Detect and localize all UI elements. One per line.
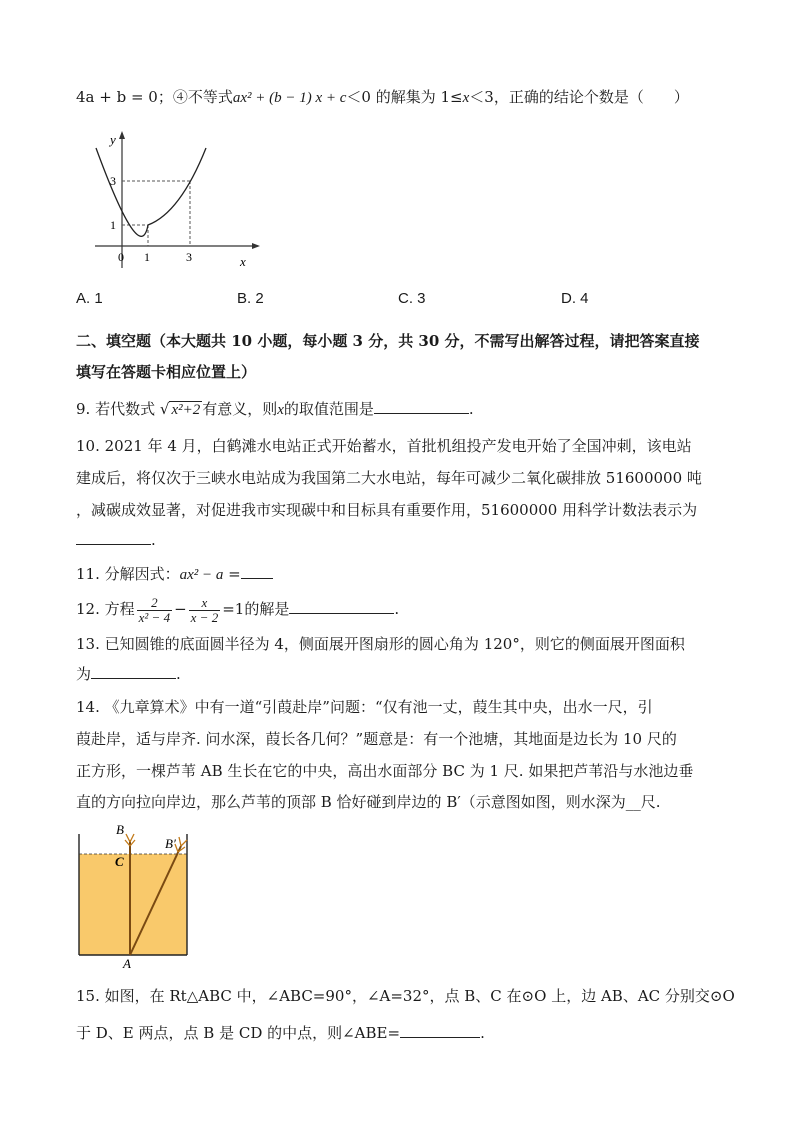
q9-end: . — [468, 400, 474, 418]
q8-part3: ＜3，正确的结论个数是（ ） — [469, 88, 689, 106]
label-b-prime: B′ — [165, 836, 176, 851]
q9-sqrt: √ x²+2 — [159, 400, 201, 418]
q8-part2: ＜0 的解集为 1≤ — [346, 88, 463, 106]
label-c: C — [115, 854, 124, 869]
q10-line3: ，减碳成效显著，对促进我市实现碳中和目标具有重要作用，51600000 用科学计数法表示为 — [76, 501, 698, 519]
option-d[interactable]: D. 4 — [561, 290, 589, 307]
origin-label: 0 — [118, 250, 124, 264]
q11-expr: ax² − a — [179, 567, 224, 583]
q9-line — [76, 399, 474, 420]
q15-end: . — [480, 1024, 485, 1042]
q14-line2: 葭赴岸，适与岸齐. 问水深，葭长各几何？”题意是：有一个池塘，其地面是边长为 10 尺的 — [76, 730, 677, 748]
q9-answer-blank[interactable] — [374, 399, 469, 414]
y-tick-3: 3 — [110, 174, 116, 188]
q12-pre: 12. 方程 — [76, 600, 135, 618]
q12-line — [76, 592, 399, 626]
q10-end: . — [151, 531, 156, 549]
q15-line1: 15. 如图，在 Rt△ABC 中，∠ABC=90°，∠A=32°，点 B、C 在⊙O 上，边 AB、AC 分别交⊙O — [76, 987, 735, 1005]
q11-pre: 11. 分解因式： — [76, 565, 180, 583]
section2-heading-line1: 二、填空题（本大题共 10 小题，每小题 3 分，共 30 分，不需写出解答过程，请把答案直接 — [76, 332, 700, 350]
label-a: A — [123, 956, 131, 970]
q10-line4 — [76, 530, 156, 550]
y-label: y — [110, 132, 116, 147]
q12-end: . — [394, 600, 400, 618]
q13-line2-text: 为 — [76, 665, 92, 683]
q14-line1: 14. 《九章算术》中有一道“引葭赴岸”问题：“仅有池一丈，葭生其中央，出水一尺，引 — [76, 698, 653, 716]
q13-end: . — [176, 665, 181, 683]
q15-line2 — [76, 1023, 485, 1043]
q12-minus: − — [174, 600, 187, 618]
reed-tip-bprime-icon — [175, 837, 187, 852]
x-label: x — [240, 254, 246, 269]
q10-line2: 建成后，将仅次于三峡水电站成为我国第二大水电站，每年可减少二氧化碳排放 51600000 吨 — [76, 469, 702, 487]
q14-line3: 正方形，一棵芦苇 AB 生长在它的中央，高出水面部分 BC 为 1 尺. 如果把芦苇沿与水池边垂 — [76, 762, 694, 780]
option-a[interactable]: A. 1 — [76, 290, 103, 307]
x-tick-1: 1 — [144, 250, 150, 264]
q13-line2 — [76, 664, 181, 684]
y-tick-1: 1 — [110, 218, 116, 232]
label-b: B — [116, 822, 124, 837]
q15-line2-text: 于 D、E 两点，点 B 是 CD 的中点，则∠ABE= — [76, 1024, 401, 1042]
pond-diagram — [68, 820, 198, 970]
y-axis-arrow — [119, 131, 125, 139]
q8-expr: ax² + (b − 1) x + c — [232, 90, 347, 106]
option-b[interactable]: B. 2 — [237, 290, 264, 307]
q11-answer-blank[interactable] — [241, 564, 273, 579]
q10-answer-blank[interactable] — [76, 530, 151, 545]
x-axis-arrow — [252, 243, 260, 249]
q9-post: 的取值范围是 — [283, 400, 374, 418]
q12-answer-blank[interactable] — [289, 599, 394, 614]
q8-part1: 4a + b = 0；④不等式 — [76, 88, 233, 106]
parabola-graph — [80, 128, 280, 273]
q9-var: x — [277, 402, 284, 418]
x-tick-3: 3 — [186, 250, 192, 264]
q13-answer-blank[interactable] — [91, 664, 176, 679]
q12-post: =1的解是 — [222, 600, 290, 618]
q11-line — [76, 564, 273, 585]
q8-xvar: x — [462, 90, 470, 106]
q8-tail-line — [76, 87, 689, 108]
section2-heading-line2: 填写在答题卡相应位置上） — [76, 363, 257, 381]
q10-line1: 10. 2021 年 4 月，白鹤滩水电站正式开始蓄水，首批机组投产发电开始了全国冲刺，该电站 — [76, 437, 692, 455]
q12-frac2: $\frac{x}{x - 2}$ — [190, 594, 219, 625]
q15-answer-blank[interactable] — [400, 1023, 480, 1038]
q9-pre: 9. 若代数式 — [76, 400, 156, 418]
q12-frac1: $\frac{2}{\text{x² − 4}}$ — [138, 594, 171, 625]
option-c[interactable]: C. 3 — [398, 290, 426, 307]
q14-line4: 直的方向拉向岸边，那么芦苇的顶部 B 恰好碰到岸边的 B′（示意图如图，则水深为__尺. — [76, 793, 661, 811]
q9-mid: 有意义，则 — [202, 400, 278, 418]
q13-line1: 13. 已知圆锥的底面圆半径为 4，侧面展开图扇形的圆心角为 120°，则它的侧面展开图面积 — [76, 635, 685, 653]
q11-eq: = — [223, 565, 241, 583]
